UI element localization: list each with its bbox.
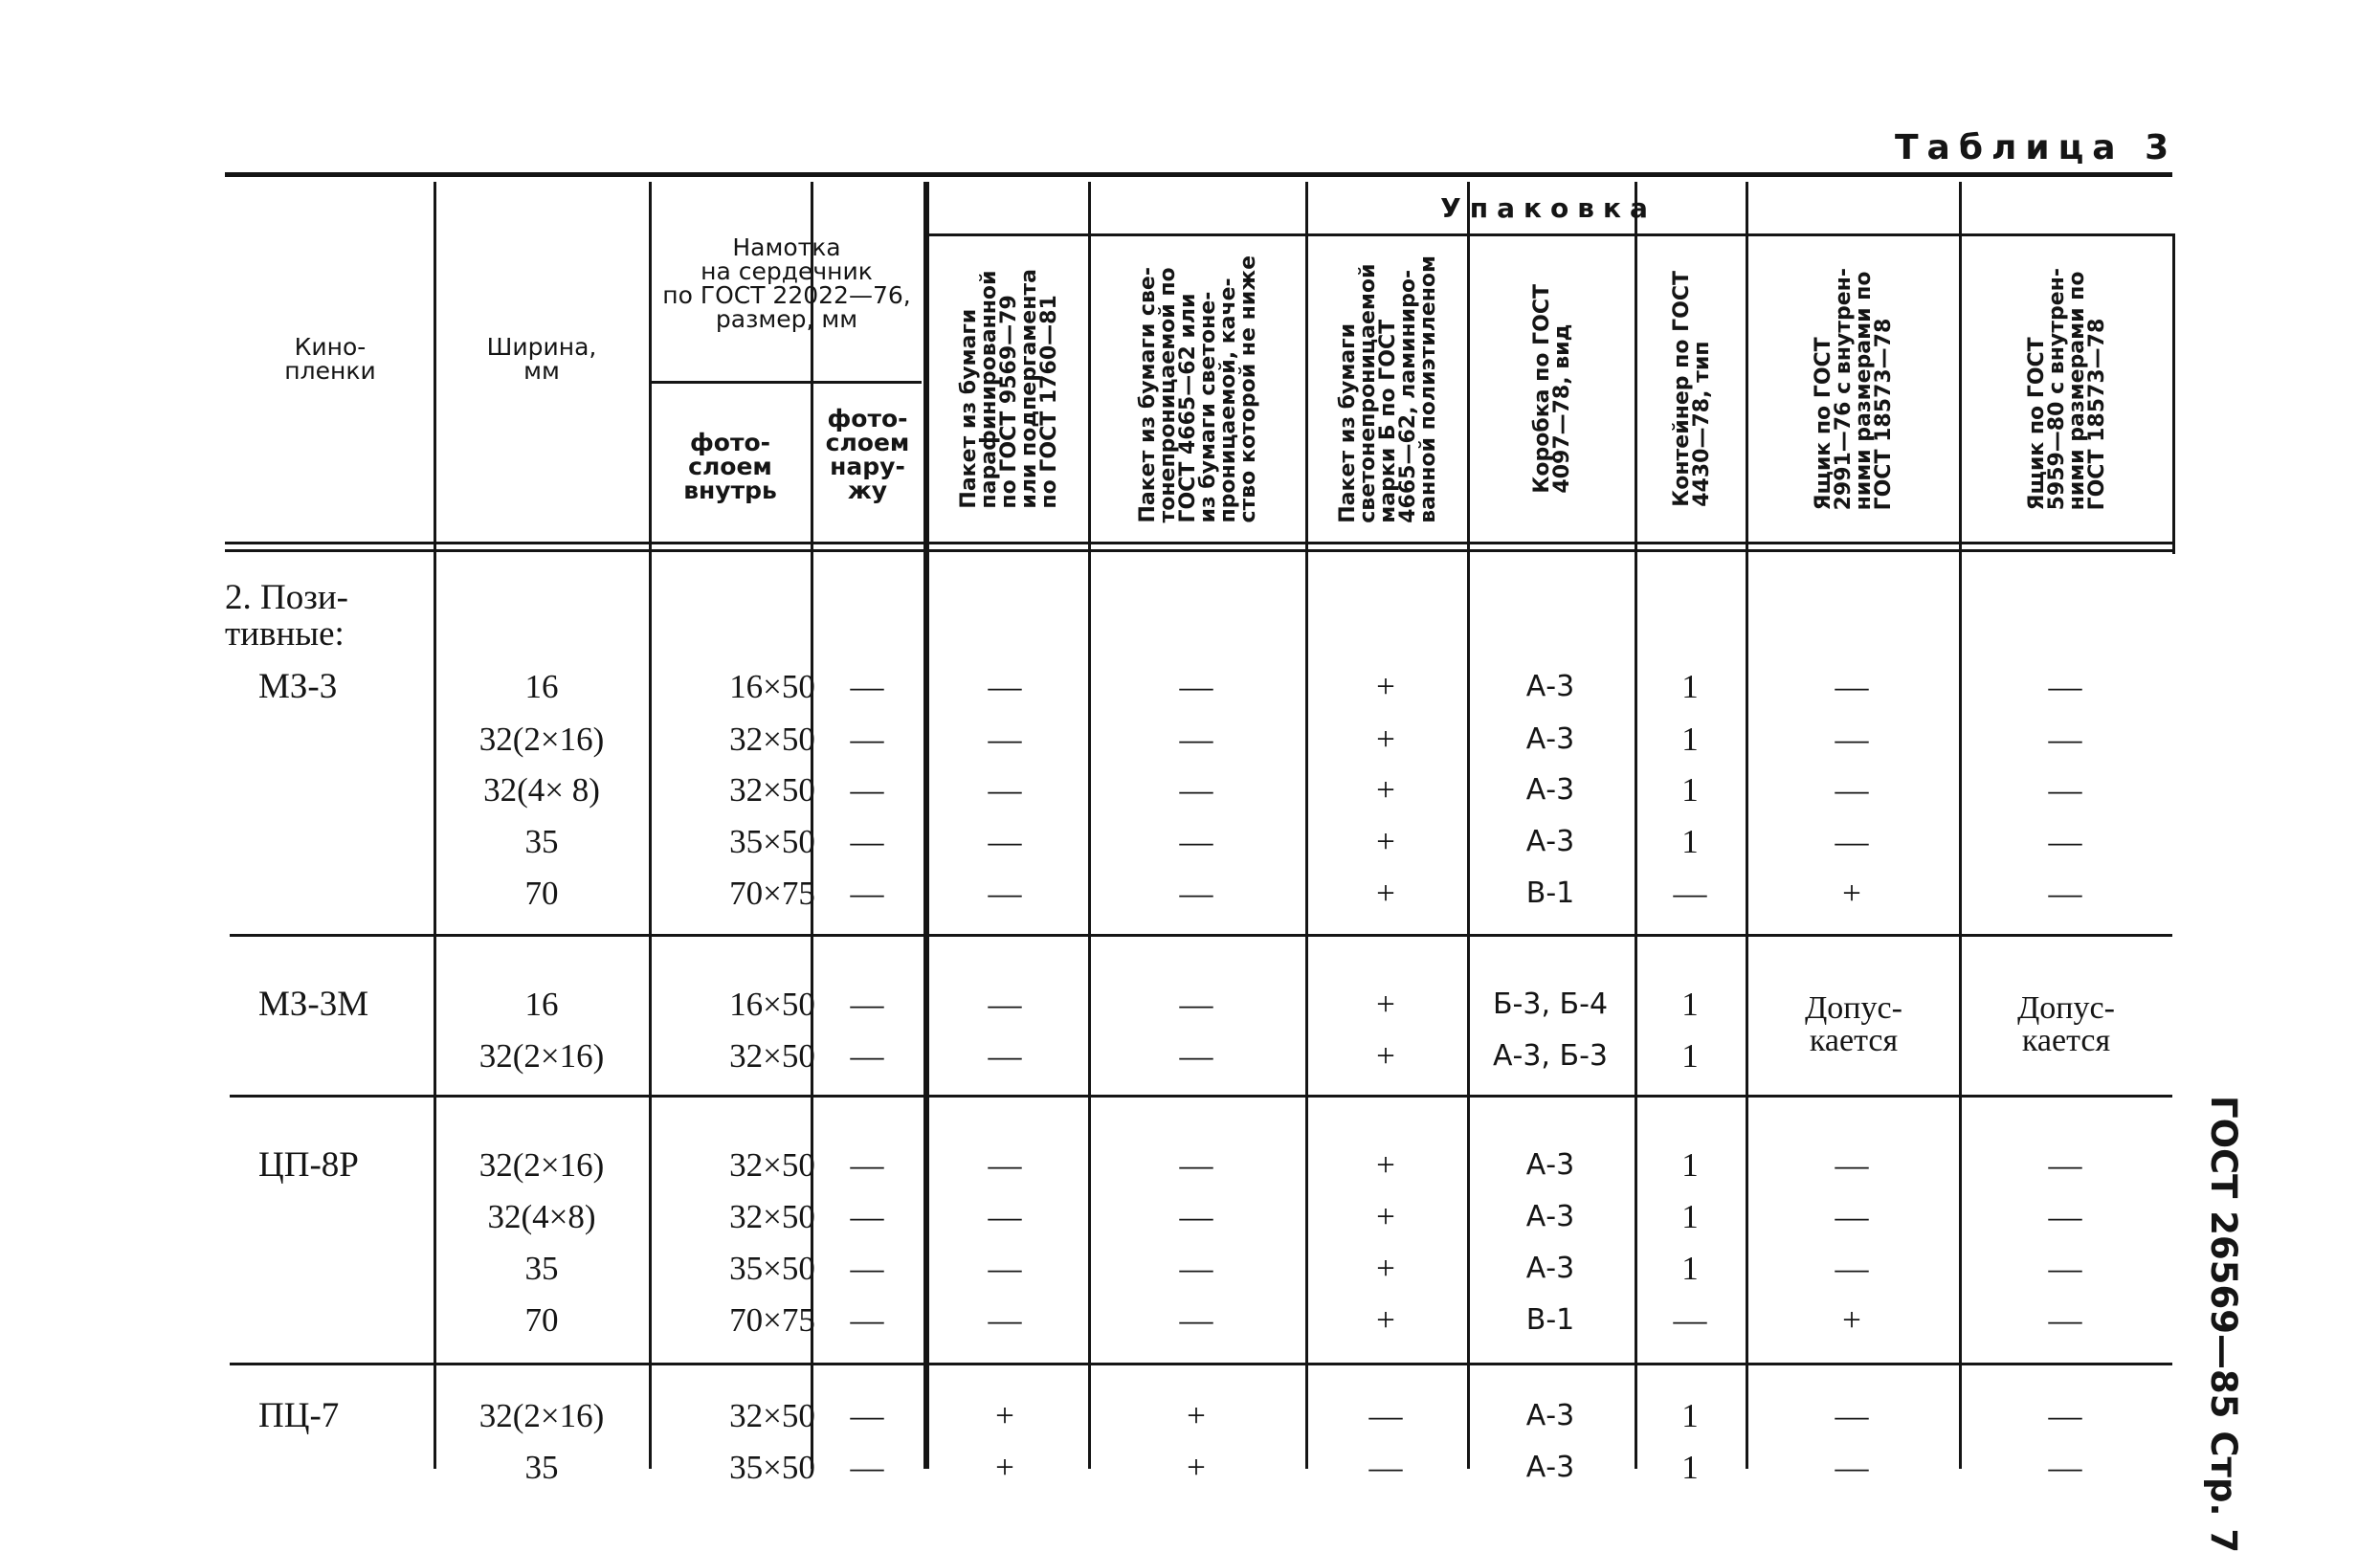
row-crate1-value: — [1835,1146,1869,1184]
row-crate1-value: — [1835,823,1869,860]
row-p3-value: — [1368,1449,1403,1486]
header-packing-col-text-7: Ящик по ГОСТ 5959—80 с внутрен- ними размерами по ГОСТ 18573—78 [2025,267,2109,511]
row-cont-value: 1 [1681,771,1699,809]
row-width-value: 70 [524,1301,559,1339]
header-winding: Намотка на сердечник по ГОСТ 22022—76, размер, мм [662,233,911,333]
header-packing-col-text-6: Ящик по ГОСТ 2991—76 с внутрен- ними размерами по ГОСТ 18573—78 [1812,267,1896,511]
header-packing-col-text-2: Пакет из бумаги све- тонепроницаемой по ГОСТ 4665—62 или из бумаги светоне- проницаемой, каче- ство которой не ниже [1136,255,1260,523]
row-crate2-value: — [2048,1301,2082,1339]
row-crate1-value: + [1842,1301,1861,1339]
header-packing-col-text-1: Пакет из бумаги парафинированной по ГОСТ 9569—79 или подпергамента по ГОСТ 1760—81 [956,269,1061,509]
header-width: Ширина, мм [486,333,597,385]
packing-header-rule [926,233,2172,236]
row-film-name: МЗ-3М [258,985,369,1024]
row-box-value: В-1 [1525,876,1575,910]
row-p3-value: + [1376,1198,1395,1235]
row-p3-value: + [1376,1250,1395,1287]
row-p2-value: — [1179,721,1213,758]
row-p1-value: — [988,1198,1022,1235]
row-crate2-value: — [2048,668,2082,705]
header-bottom-rule [225,542,2172,544]
row-box-value: А-3, Б-3 [1493,1039,1608,1073]
row-p1-value: — [988,1301,1022,1339]
row-out-value: — [850,823,884,860]
row-p1-value: + [995,1397,1014,1434]
row-cont-value: 1 [1681,721,1699,758]
row-in-value: 32×50 [729,721,815,758]
header-packing: Упаковка [1440,192,1657,224]
row-in-value: 70×75 [729,1301,815,1339]
header-packing-col-5 [1637,239,1746,539]
header-films: Кино- пленки [284,333,376,385]
row-crate2-value: — [2048,1250,2082,1287]
table-title: Таблица 3 [1895,128,2178,167]
row-p2-value: — [1179,771,1213,809]
row-width-value: 32(4×8) [487,1198,596,1235]
row-cont-value: 1 [1681,1037,1699,1075]
row-crate2-value: — [2048,721,2082,758]
header-packing-col-6 [1748,239,1959,539]
header-packing-col-1 [929,239,1088,539]
row-p2-value: — [1179,1146,1213,1184]
row-box-value: А-3 [1525,1399,1575,1432]
row-crate1-value: — [1835,1250,1869,1287]
row-p3-value: — [1368,1397,1403,1434]
row-p2-value: + [1187,1397,1206,1434]
row-out-value: — [850,1037,884,1075]
header-emulsion-in: фото- слоем внутрь [683,429,777,504]
row-in-value: 35×50 [729,823,815,860]
row-p3-value: + [1376,721,1395,758]
row-in-value: 35×50 [729,1250,815,1287]
row-p1-value: — [988,1146,1022,1184]
row-out-value: — [850,1250,884,1287]
row-width-value: 32(2×16) [478,1397,605,1434]
row-p3-value: + [1376,823,1395,860]
row-crate2-value: — [2048,1397,2082,1434]
row-in-value: 35×50 [729,1449,815,1486]
row-crate1-value: — [1835,668,1869,705]
header-emulsion-out: фото- слоем нару- жу [825,405,910,504]
header-packing-col-text-5: Контейнер по ГОСТ 4430—78, тип [1669,271,1714,507]
row-width-value: 32(2×16) [478,721,605,758]
header-packing-col-4 [1470,239,1635,539]
row-out-value: — [850,721,884,758]
row-p1-value: — [988,875,1022,912]
group-separator [230,1095,2172,1098]
row-width-value: 16 [524,668,559,705]
row-width-value: 35 [524,1449,559,1486]
row-p3-value: + [1376,771,1395,809]
row-out-value: — [850,1449,884,1486]
group-separator [230,1363,2172,1365]
row-in-value: 32×50 [729,1146,815,1184]
row-p2-value: — [1179,668,1213,705]
row-width-value: 35 [524,823,559,860]
row-p3-value: + [1376,1037,1395,1075]
row-in-value: 32×50 [729,1198,815,1235]
merged-note-crate2: Допус- кается [2017,990,2115,1058]
row-cont-value: 1 [1681,986,1699,1023]
row-width-value: 32(2×16) [478,1037,605,1075]
merged-note-crate1: Допус- кается [1805,990,1902,1058]
row-width-value: 16 [524,986,559,1023]
row-box-value: А-3 [1525,670,1575,703]
row-out-value: — [850,875,884,912]
row-crate2-value: — [2048,875,2082,912]
row-in-value: 32×50 [729,1397,815,1434]
row-in-value: 70×75 [729,875,815,912]
row-p2-value: — [1179,1250,1213,1287]
row-out-value: — [850,1198,884,1235]
row-p2-value: — [1179,875,1213,912]
row-film-name: ЦП-8Р [258,1145,359,1185]
row-out-value: — [850,1397,884,1434]
row-p3-value: + [1376,668,1395,705]
row-p1-value: — [988,721,1022,758]
row-p1-value: — [988,1250,1022,1287]
row-cont-value: 1 [1681,1146,1699,1184]
row-p2-value: — [1179,1301,1213,1339]
row-out-value: — [850,771,884,809]
row-p1-value: — [988,668,1022,705]
row-box-value: А-3 [1525,722,1575,756]
row-crate1-value: — [1835,1449,1869,1486]
row-cont-value: 1 [1681,1250,1699,1287]
row-cont-value: 1 [1681,823,1699,860]
row-in-value: 16×50 [729,668,815,705]
column-divider [649,182,652,1469]
row-in-value: 16×50 [729,986,815,1023]
row-box-value: А-3 [1525,1451,1575,1484]
row-cont-value: 1 [1681,1198,1699,1235]
row-crate1-value: — [1835,1198,1869,1235]
group-separator [230,934,2172,937]
row-out-value: — [850,668,884,705]
row-film-name: ПЦ-7 [258,1396,340,1435]
row-crate2-value: — [2048,823,2082,860]
header-packing-col-text-3: Пакет из бумаги светонепроницаемой марки Б по ГОСТ 4665—62, ламиниро- ванной полиэтиленом [1335,255,1440,523]
row-width-value: 32(4× 8) [483,771,600,809]
row-box-value: А-3 [1525,1148,1575,1182]
row-width-value: 35 [524,1250,559,1287]
row-p3-value: + [1376,986,1395,1023]
row-p1-value: — [988,986,1022,1023]
row-box-value: Б-3, Б-4 [1492,987,1609,1021]
row-box-value: А-3 [1525,1252,1575,1285]
row-width-value: 32(2×16) [478,1146,605,1184]
row-box-value: А-3 [1525,825,1575,858]
row-crate2-value: — [2048,1198,2082,1235]
row-p2-value: + [1187,1449,1206,1486]
row-p1-value: — [988,1037,1022,1075]
row-crate1-value: — [1835,721,1869,758]
row-box-value: А-3 [1525,773,1575,807]
row-out-value: — [850,1146,884,1184]
row-box-value: А-3 [1525,1200,1575,1233]
row-p2-value: — [1179,1037,1213,1075]
row-p3-value: + [1376,875,1395,912]
row-p2-value: — [1179,1198,1213,1235]
row-width-value: 70 [524,875,559,912]
row-out-value: — [850,1301,884,1339]
row-crate2-value: — [2048,1449,2082,1486]
header-packing-col-2 [1091,239,1305,539]
row-crate1-value: + [1842,875,1861,912]
header-packing-col-3 [1308,239,1467,539]
right-border [2172,233,2175,554]
row-cont-value: 1 [1681,1449,1699,1486]
row-p3-value: + [1376,1146,1395,1184]
row-crate1-value: — [1835,771,1869,809]
row-cont-value: 1 [1681,668,1699,705]
row-crate1-value: — [1835,1397,1869,1434]
row-crate2-value: — [2048,771,2082,809]
row-crate2-value: — [2048,1146,2082,1184]
header-bottom-rule-2 [225,549,2172,552]
row-in-value: 32×50 [729,1037,815,1075]
row-cont-value: 1 [1681,1397,1699,1434]
header-packing-col-7 [1962,239,2172,539]
row-p3-value: + [1376,1301,1395,1339]
table-top-rule [225,172,2172,177]
row-cont-value: — [1673,875,1707,912]
row-film-name: МЗ-3 [258,667,338,706]
row-p1-value: — [988,823,1022,860]
row-p2-value: — [1179,986,1213,1023]
side-page-label: ГОСТ 26569—85 Стр. 7 [2203,1096,2244,1553]
winding-header-rule [652,381,922,384]
group-label: 2. Пози- тивные: [225,578,348,654]
row-p1-value: — [988,771,1022,809]
row-p2-value: — [1179,823,1213,860]
row-p1-value: + [995,1449,1014,1486]
header-packing-col-text-4: Коробка по ГОСТ 4097—78, вид [1530,284,1574,494]
row-in-value: 32×50 [729,771,815,809]
row-cont-value: — [1673,1301,1707,1339]
row-out-value: — [850,986,884,1023]
row-box-value: В-1 [1525,1303,1575,1337]
